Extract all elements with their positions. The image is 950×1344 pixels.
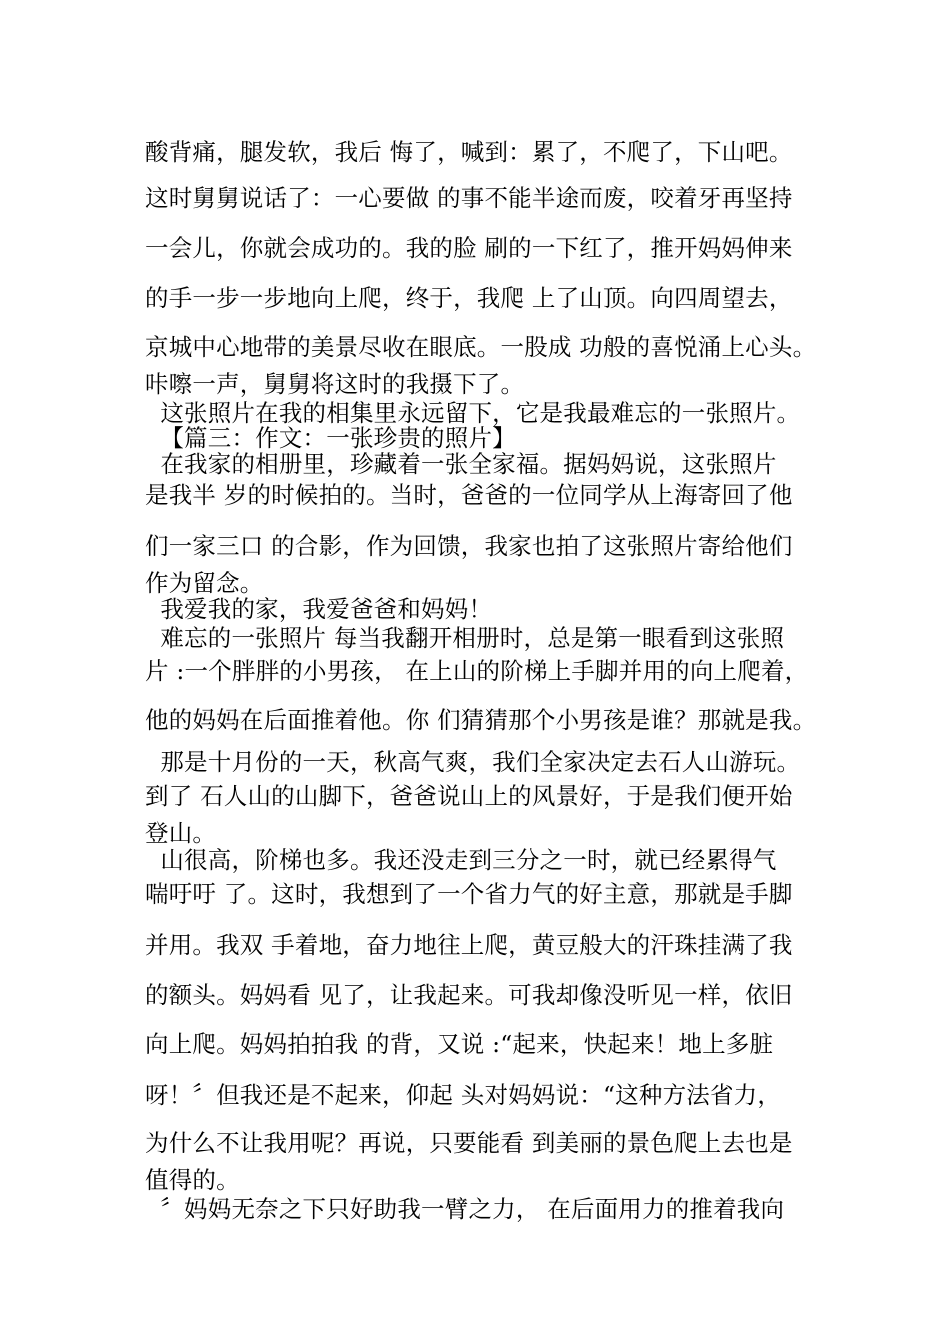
text-line: 片 :一个胖胖的小男孩， 在上山的阶梯上手脚并用的向上爬着，	[145, 657, 809, 685]
text-line: 为什么不让我用呢？再说，只要能看 到美丽的景色爬上去也是	[145, 1129, 793, 1157]
text-line: 咔嚓一声，舅舅将这时的我摄下了。	[145, 370, 525, 398]
text-line: 喘吁吁 了。这时，我想到了一个省力气的好主意，那就是手脚	[145, 880, 793, 908]
text-line: 登山。	[145, 819, 217, 847]
text-line: 我爱我的家，我爱爸爸和妈妈！	[145, 595, 493, 623]
text-line: 呀！〞但我还是不起来，仰起 头对妈妈说：“这种方法省力，	[145, 1081, 782, 1109]
text-line: 难忘的一张照片 每当我翻开相册时，总是第一眼看到这张照	[145, 624, 785, 652]
text-line: 们一家三口 的合影，作为回馈，我家也拍了这张照片寄给他们	[145, 532, 793, 560]
text-line: 山很高，阶梯也多。我还没走到三分之一时，就已经累得气	[145, 846, 777, 874]
text-line: 的手一步一步地向上爬，终于，我爬 上了山顶。向四周望去，	[145, 284, 793, 312]
text-line: 一会儿，你就会成功的。我的脸 刷的一下红了，推开妈妈伸来	[145, 234, 793, 262]
text-line: 〞妈妈无奈之下只好助我一臂之力， 在后面用力的推着我向	[145, 1195, 785, 1223]
text-line: 京城中心地带的美景尽收在眼底。一股成 功般的喜悦涌上心头。	[145, 333, 817, 361]
section-heading: 【篇三：作文：一张珍贵的照片】	[145, 424, 516, 452]
text-line: 在我家的相册里，珍藏着一张全家福。据妈妈说，这张照片	[145, 450, 777, 478]
text-line: 那是十月份的一天，秋高气爽，我们全家决定去石人山游玩。	[145, 748, 801, 776]
text-line: 向上爬。妈妈拍拍我 的背，又说 :“起来，快起来！地上多脏	[145, 1030, 774, 1058]
text-line: 酸背痛，腿发软，我后 悔了，喊到：累了，不爬了，下山吧。	[145, 138, 793, 166]
text-line: 并用。我双 手着地，奋力地往上爬，黄豆般大的汗珠挂满了我	[145, 931, 793, 959]
text-line: 的额头。妈妈看 见了，让我起来。可我却像没听见一样，依旧	[145, 981, 793, 1009]
text-line: 是我半 岁的时候拍的。当时，爸爸的一位同学从上海寄回了他	[145, 481, 793, 509]
text-line: 他的妈妈在后面推着他。你 们猜猜那个小男孩是谁？那就是我。	[145, 706, 817, 734]
text-line: 这张照片在我的相集里永远留下，它是我最难忘的一张照片。	[145, 399, 801, 427]
text-line: 到了 石人山的山脚下，爸爸说山上的风景好，于是我们便开始	[145, 782, 793, 810]
text-line: 这时舅舅说话了：一心要做 的事不能半途而废，咬着牙再坚持	[145, 184, 793, 212]
text-line: 值得的。	[145, 1166, 240, 1194]
text-line: 作为留念。	[145, 569, 264, 597]
